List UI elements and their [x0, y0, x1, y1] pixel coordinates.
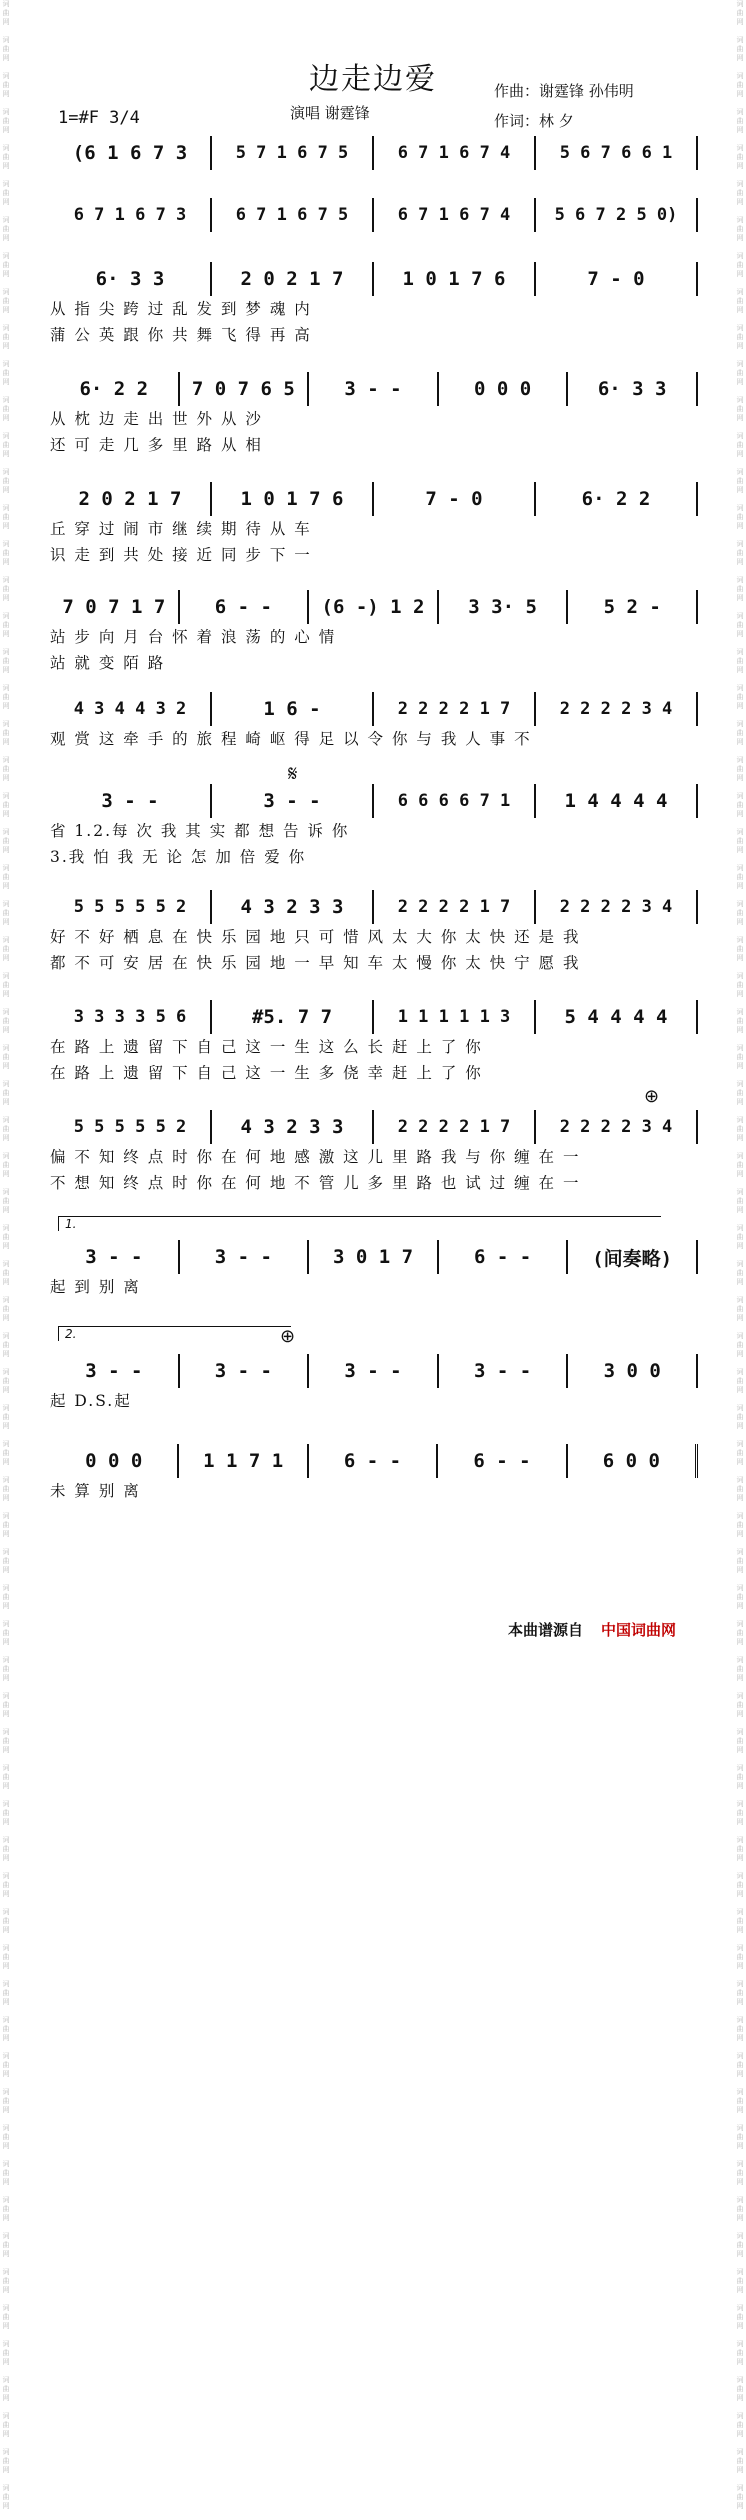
lyric-text: 从 枕 边 走 出 世 外 从 沙 — [50, 410, 263, 428]
lyric-text: 好 不 好 栖 息 在 快 乐 园 地 只 可 惜 风 太 大 你 太 快 还 是 我 — [50, 928, 581, 946]
volta-first-ending: 1. — [58, 1216, 661, 1231]
measure: 6 - - — [180, 590, 310, 624]
staff-row — [50, 890, 698, 976]
lyric-line — [50, 322, 698, 348]
lyric-line — [50, 516, 698, 542]
volta-second-ending: 2. — [58, 1326, 291, 1341]
measure: 1 0 1 7 6 — [374, 262, 536, 296]
measure: 3 - - — [50, 784, 212, 818]
notes-line — [50, 198, 698, 232]
lyric-text: 都 不 可 安 居 在 快 乐 园 地 一 早 知 车 太 慢 你 太 快 宁 愿 我 — [50, 954, 581, 972]
lyric-text: 偏 不 知 终 点 时 你 在 何 地 感 激 这 儿 里 路 我 与 你 缠 在 一 — [50, 1148, 581, 1166]
measure: 3 - - — [309, 372, 439, 406]
measure: 0 0 0 — [50, 1444, 179, 1478]
measure: 5 5 5 5 5 2 — [50, 890, 212, 924]
staff-row — [50, 1354, 698, 1414]
measure: 5 5 5 5 5 2 — [50, 1110, 212, 1144]
measure: 3 0 1 7 — [309, 1240, 439, 1274]
lyric-text: 蒲 公 英 跟 你 共 舞 飞 得 再 高 — [50, 326, 312, 344]
lyric-text: 在 路 上 遗 留 下 自 己 这 一 生 多 侥 幸 赶 上 了 你 — [50, 1064, 483, 1082]
lyric-line — [50, 844, 698, 870]
measure: 7 - 0 — [374, 482, 536, 516]
measure: 2 2 2 2 3 4 — [536, 890, 698, 924]
measure: 5 6 7 6 6 1 — [536, 136, 698, 170]
lyricist-credit: 作词：林 夕 — [494, 112, 574, 130]
lyric-line — [50, 1170, 698, 1196]
lyric-text: 丘 穿 过 闹 市 继 续 期 待 从 车 — [50, 520, 312, 538]
measure: 7 0 7 6 5 — [180, 372, 310, 406]
measure: 6 7 1 6 7 4 — [374, 198, 536, 232]
measure: 3 - - — [50, 1354, 180, 1388]
lyric-line — [50, 1034, 698, 1060]
measure: 6 7 1 6 7 4 — [374, 136, 536, 170]
measure: 5 7 1 6 7 5 — [212, 136, 374, 170]
notes-line — [50, 372, 698, 406]
lyric-text: 站 步 向 月 台 怀 着 浪 荡 的 心 情 — [50, 628, 337, 646]
notes-line — [50, 1240, 698, 1274]
measure: 4 3 2 3 3 — [212, 890, 374, 924]
staff-row — [50, 482, 698, 568]
lyric-line — [50, 542, 698, 568]
lyric-line — [50, 818, 698, 844]
measure: 2 0 2 1 7 — [50, 482, 212, 516]
lyric-line — [50, 1388, 698, 1414]
measure: 6· 3 3 — [50, 262, 212, 296]
lyric-line — [50, 726, 698, 752]
measure: 1 4 4 4 4 — [536, 784, 698, 818]
measure: 2 2 2 2 1 7 — [374, 1110, 536, 1144]
coda-sign-2: ⊕ — [280, 1326, 296, 1347]
lyric-text: 起 D.S.起 — [50, 1392, 132, 1410]
notes-line — [50, 784, 698, 818]
measure: 2 2 2 2 3 4 — [536, 692, 698, 726]
measure: 5 2 - — [568, 590, 698, 624]
notes-line — [50, 482, 698, 516]
measure: (6 1 6 7 3 — [50, 136, 212, 170]
coda-sign: ⊕ — [644, 1086, 660, 1107]
lyric-text: 未 算 别 离 — [50, 1482, 141, 1500]
measure: 6· 3 3 — [568, 372, 698, 406]
lyric-line — [50, 1060, 698, 1086]
notes-line — [50, 590, 698, 624]
measure: 3 - - — [309, 1354, 439, 1388]
lyric-line — [50, 650, 698, 676]
song-title: 边走边爱 — [309, 62, 437, 97]
measure: 3 3· 5 — [439, 590, 569, 624]
staff-row — [50, 1000, 698, 1086]
lyric-text: 站 就 变 陌 路 — [50, 654, 166, 672]
staff-row — [50, 1240, 698, 1300]
source-footer — [508, 1619, 676, 1640]
measure: 5 6 7 2 5 0) — [536, 198, 698, 232]
measure: 3 - - — [439, 1354, 569, 1388]
measure: 2 0 2 1 7 — [212, 262, 374, 296]
measure: 1 1 7 1 — [179, 1444, 308, 1478]
measure: 1 1 1 1 1 3 — [374, 1000, 536, 1034]
lyric-line — [50, 432, 698, 458]
measure: 7 0 7 1 7 — [50, 590, 180, 624]
staff-row — [50, 262, 698, 348]
measure: 3 3 3 3 5 6 — [50, 1000, 212, 1034]
staff-row — [50, 1444, 698, 1504]
measure: 3 - - — [180, 1354, 310, 1388]
measure: 1 0 1 7 6 — [212, 482, 374, 516]
notes-line — [50, 1110, 698, 1144]
measure: 6· 2 2 — [536, 482, 698, 516]
lyric-text: 从 指 尖 跨 过 乱 发 到 梦 魂 内 — [50, 300, 312, 318]
measure: 2 2 2 2 3 4 — [536, 1110, 698, 1144]
lyric-text: 还 可 走 几 多 里 路 从 相 — [50, 436, 263, 454]
notes-line — [50, 262, 698, 296]
measure: 4 3 2 3 3 — [212, 1110, 374, 1144]
measure: 5 4 4 4 4 — [536, 1000, 698, 1034]
measure: 2 2 2 2 1 7 — [374, 890, 536, 924]
staff-row — [50, 590, 698, 676]
footer-text: 本曲谱源自 — [507, 1622, 583, 1639]
notes-line — [50, 1354, 698, 1388]
notes-line — [50, 136, 698, 170]
measure: #5. 7 7 — [212, 1000, 374, 1034]
measure: 4 3 4 4 3 2 — [50, 692, 212, 726]
lyric-line — [50, 1144, 698, 1170]
right-watermark-strip: 词 曲 网 词 曲 网 词 曲 网 词 曲 网 词 曲 网 词 曲 网 词 曲 网 词 曲 网 词 曲 网 词 曲 网 词 曲 网 词 曲 网 词 曲 网 词 曲 网 词 曲 网 词 曲 网 词 曲 网 词 曲 网 词 曲 网 词 曲 网 词 曲 网 词 曲 网 词 曲 网 词 曲 网 词 曲 网 词 曲 网 词 曲 网 词 曲 网 词 曲 网 词 曲 网 词 曲 网 词 曲 网 词 曲 网 词 曲 网 词 曲 网 词 曲 网 词 曲 网 词 曲 网 词 曲 网 词 曲 网 词 曲 网 词 曲 网 词 曲 网 词 曲 网 词 曲 网 词 曲 网 词 曲 网 词 曲 网 词 曲 网 词 曲 网 词 曲 网 词 曲 网 词 曲 网 词 曲 网 词 曲 网 词 曲 网 词 曲 网 词 曲 网 词 曲 网 词 曲 网 词 曲 网 词 曲 网 词 曲 网 词 曲 网 词 曲 网 词 曲 网 词 曲 网 词 曲 网 词 曲 网 词 曲 网 — [736, 0, 744, 2510]
segno-sign: 𝄋 — [288, 762, 298, 787]
staff-row — [50, 1110, 698, 1196]
notes-line — [50, 890, 698, 924]
measure: 6 - - — [309, 1444, 438, 1478]
measure: 3 - - — [212, 784, 374, 818]
measure: (间奏略) — [568, 1240, 698, 1274]
notes-line — [50, 1444, 698, 1478]
measure: 6· 2 2 — [50, 372, 180, 406]
lyric-text: 在 路 上 遗 留 下 自 己 这 一 生 这 么 长 赶 上 了 你 — [50, 1038, 483, 1056]
lyric-line — [50, 624, 698, 650]
singer-credit: 演唱 谢霆锋 — [290, 104, 370, 122]
footer-brand: 中国词曲网 — [600, 1622, 676, 1639]
measure: 3 - - — [180, 1240, 310, 1274]
notes-line — [50, 1000, 698, 1034]
lyric-line — [50, 296, 698, 322]
measure: 6 6 6 6 7 1 — [374, 784, 536, 818]
lyric-text: 省 1.2.每 次 我 其 实 都 想 告 诉 你 — [50, 822, 350, 840]
measure: 0 0 0 — [439, 372, 569, 406]
composer-credit: 作曲：谢霆锋 孙伟明 — [494, 82, 634, 100]
notes-line — [50, 692, 698, 726]
measure: 6 - - — [438, 1444, 567, 1478]
lyric-line — [50, 1274, 698, 1300]
measure: 7 - 0 — [536, 262, 698, 296]
measure: 1 6 - — [212, 692, 374, 726]
lyric-line — [50, 406, 698, 432]
lyric-text: 不 想 知 终 点 时 你 在 何 地 不 管 儿 多 里 路 也 试 过 缠 在 一 — [50, 1174, 581, 1192]
lyric-text: 观 赏 这 牵 手 的 旅 程 崎 岖 得 足 以 令 你 与 我 人 事 不 — [50, 730, 532, 748]
staff-row — [50, 198, 698, 232]
measure: 6 7 1 6 7 5 — [212, 198, 374, 232]
left-watermark-strip: 词 曲 网 词 曲 网 词 曲 网 词 曲 网 词 曲 网 词 曲 网 词 曲 网 词 曲 网 词 曲 网 词 曲 网 词 曲 网 词 曲 网 词 曲 网 词 曲 网 词 曲 网 词 曲 网 词 曲 网 词 曲 网 词 曲 网 词 曲 网 词 曲 网 词 曲 网 词 曲 网 词 曲 网 词 曲 网 词 曲 网 词 曲 网 词 曲 网 词 曲 网 词 曲 网 词 曲 网 词 曲 网 词 曲 网 词 曲 网 词 曲 网 词 曲 网 词 曲 网 词 曲 网 词 曲 网 词 曲 网 词 曲 网 词 曲 网 词 曲 网 词 曲 网 词 曲 网 词 曲 网 词 曲 网 词 曲 网 词 曲 网 词 曲 网 词 曲 网 词 曲 网 词 曲 网 词 曲 网 词 曲 网 词 曲 网 词 曲 网 词 曲 网 词 曲 网 词 曲 网 词 曲 网 词 曲 网 词 曲 网 词 曲 网 词 曲 网 词 曲 网 词 曲 网 词 曲 网 词 曲 网 词 曲 网 — [2, 0, 10, 2510]
lyric-line — [50, 950, 698, 976]
staff-row — [50, 692, 698, 752]
key-signature: 1=#F 3/4 — [58, 108, 140, 128]
measure: 6 7 1 6 7 3 — [50, 198, 212, 232]
lyric-text: 起 到 别 离 — [50, 1278, 141, 1296]
staff-row — [50, 784, 698, 870]
measure: 2 2 2 2 1 7 — [374, 692, 536, 726]
measure: 6 - - — [439, 1240, 569, 1274]
measure: 3 - - — [50, 1240, 180, 1274]
measure: 3 0 0 — [568, 1354, 698, 1388]
measure: 6 0 0 — [568, 1444, 698, 1478]
staff-row — [50, 372, 698, 458]
measure: (6 -) 1 2 — [309, 590, 439, 624]
lyric-text: 3.我 怕 我 无 论 怎 加 倍 爱 你 — [50, 848, 307, 866]
lyric-line — [50, 1478, 698, 1504]
lyric-text: 识 走 到 共 处 接 近 同 步 下 一 — [50, 546, 312, 564]
lyric-line — [50, 924, 698, 950]
staff-row — [50, 136, 698, 170]
